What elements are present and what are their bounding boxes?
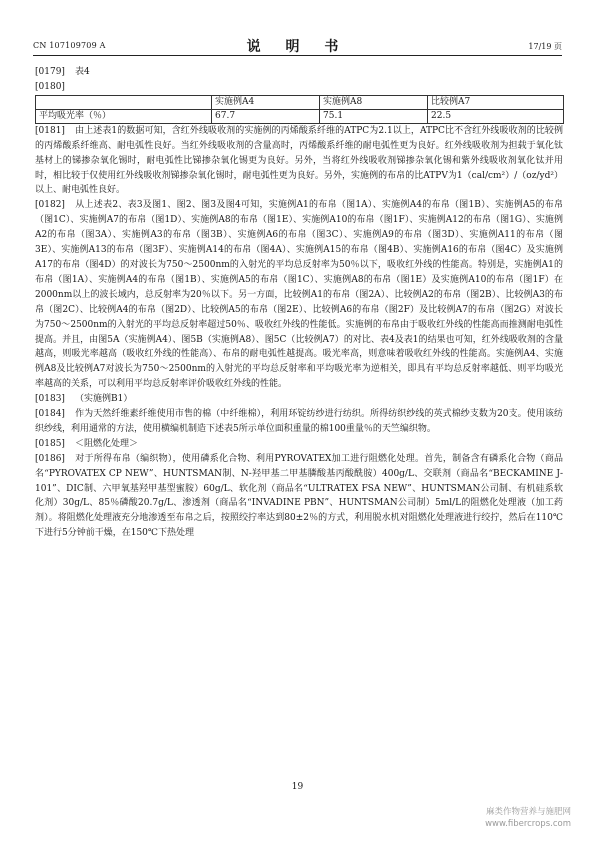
paragraph-number: [0185]	[35, 438, 65, 449]
table-header-cell: 比较例A7	[428, 95, 564, 109]
paragraph-number: [0183]	[35, 394, 65, 405]
paragraph-0186	[35, 452, 563, 541]
doc-title: 说 明 书	[246, 39, 349, 55]
page-count: 17/19 页	[528, 42, 562, 51]
section-heading: （实施例B1）	[75, 394, 133, 405]
watermark-url: www.fibercrops.com	[485, 819, 571, 829]
watermark	[485, 806, 571, 830]
table-header-row	[36, 95, 564, 109]
table-row-label: 平均吸光率（％）	[36, 109, 212, 123]
paragraph-number: [0182]	[35, 200, 65, 211]
table-header-cell	[36, 95, 212, 109]
table-cell: 67.7	[212, 109, 320, 123]
paragraph-number: [0180]	[35, 81, 65, 92]
paragraph-0182	[35, 198, 563, 392]
paragraph-0185	[35, 437, 563, 452]
watermark-site-name: 麻类作物营养与施肥网	[485, 807, 571, 817]
paragraph-0184	[35, 407, 563, 437]
paragraph-text: 从上述表2、表3及图1、图2、图3及图4可知，实施例A1的布帛（图1A）、实施例A4的布帛（图1B）、实施例A5的布帛（图1C）、实施例A7的布帛（图1D）、实施例A8的布帛（图1E）、实施例A10的布帛（图1F）、实施例A12的布帛（图1G）、实施例A2的布帛（图3A）、实施例A3的布帛（图3B）、实施例A6的布帛（图3C）、实施例A9的布帛（图3D）、实施例A11的布帛（图3E）、实施例A13的布帛（图3F）、实施例A14的布帛（图4A）、实施例A15的布帛（图4B）、实施例A16的布帛（图4C）及实施例A17的布帛（图4D）的对波长为750～2500nm的入射光的平均总反射率为50％以下，吸收红外线的性能高。特别是，实施例A1的布帛（图1A）、实施例A4的布帛（图1B）、实施例A5的布帛（图1C）、实施例A8的布帛（图1E）及实施例A10的布帛（图1F）在2000nm以上的波长域内，总反射率为20％以下。另一方面，比较例A1的布帛（图2A）、比较例A2的布帛（图2B）、比较例A3的布帛（图2C）、比较例A4的布帛（图2D）、比较例A5的布帛（图2E）、比较例A6的布帛（图2F）及比较例A7的布帛（图2G）对波长为750～2500nm的入射光的平均总反射率超过50％、吸收红外线的性能低。实施例的布帛由于吸收红外线的性能高而推测耐电弧性提高。并且，由图5A（实施例A4）、图5B（实施例A8）、图5C（比较例A7）的对比、表4及表1的结果也可知，红外线吸收剂的含量越高，则吸光率越高（吸收红外线的性能高）、布帛的耐电弧性越提高。吸光率高，则意味着吸收红外线的性能高。实施例A4、实施例A8及比较例A7对波长为750～2500nm的入射光的平均总反射率和平均吸光率为逆相关，即具有平均总反射率越低、则平均吸光率越高的关系，可以利用平均总反射率评价吸收红外线的性能。	[35, 200, 563, 390]
document-body	[35, 65, 563, 541]
header-divider	[33, 55, 562, 56]
section-heading: ＜阻燃化处理＞	[75, 438, 139, 449]
table-4	[35, 95, 564, 124]
table-caption: 表4	[75, 67, 90, 77]
paragraph-number: [0184]	[35, 409, 65, 420]
paragraph-text: 作为天然纤维素纤维使用市售的棉（中纤维棉），利用环锭纺纱进行纺织。所得纺织纱线的英式棉纱支数为20支。使用该纺织纱线，利用通常的方法，使用横编机制造下述表5所示单位面积重量的棉100重量％的天竺编织物。	[35, 409, 563, 434]
paragraph-number: [0181]	[35, 125, 65, 136]
paragraph-0181	[35, 124, 563, 199]
paragraph-0179	[35, 65, 563, 80]
table-header-cell: 实施例A4	[212, 95, 320, 109]
page-number: 19	[291, 782, 304, 792]
table-row	[36, 109, 564, 123]
paragraph-number: [0179]	[35, 67, 65, 77]
paragraph-text: 对于所得布帛（编织物），使用磷系化合物、利用PYROVATEX加工进行阻燃化处理。首先，制备含有磷系化合物（商品名“PYROVATEX CP NEW”、HUNTSMAN制、N-羟甲基二甲基膦酸基丙酸酰胺）400g/L、交联剂（商品名“BECKAMINE J-101”、DIC制、六甲氧基羟甲基型蜜胺）60g/L、软化剂（商品名“ULTRATEX FSA NEW”、HUNTSMAN公司制、有机硅系软化剂）30g/L、85％磷酸20.7g/L、渗透剂（商品名“INVADINE PBN”、HUNTSMAN公司制）5ml/L的阻燃化处理液（加工药剂）。将阻燃化处理液充分地渗透至布帛之后，按照绞拧率达到80±2％的方式，利用脱水机对阻燃化处理液进行绞拧，然后在110℃下进行5分钟前干燥，在150℃下热处理	[35, 453, 563, 539]
table-cell: 22.5	[428, 109, 564, 123]
table-cell: 75.1	[320, 109, 428, 123]
paragraph-0183	[35, 392, 563, 407]
paragraph-0180	[35, 80, 563, 95]
paragraph-text: 由上述表1的数据可知，含红外线吸收剂的实施例的丙烯酸系纤维的ATPC为2.1以上，ATPC比不含红外线吸收剂的比较例的丙烯酸系纤维高、耐电弧性良好。当红外线吸收剂的含量高时，丙烯酸系纤维的耐电弧性更为良好。红外线吸收剂为担载于氧化钛基材上的锑掺杂氧化锡时，耐电弧性比锑掺杂氧化锡更为良好。另外，当将红外线吸收剂锑掺杂氧化锡和紫外线吸收剂氧化钛并用时，相比较于仅使用红外线吸收剂锑掺杂氧化锡时，耐电弧性更为良好。另外，实施例的布帛的比ATPV为1（cal/cm²）/（oz/yd²）以上、耐电弧性良好。	[35, 125, 563, 196]
table-header-cell: 实施例A8	[320, 95, 428, 109]
doc-number: CN 107109709 A	[33, 41, 106, 50]
page-header	[33, 35, 562, 55]
paragraph-number: [0186]	[35, 453, 65, 464]
